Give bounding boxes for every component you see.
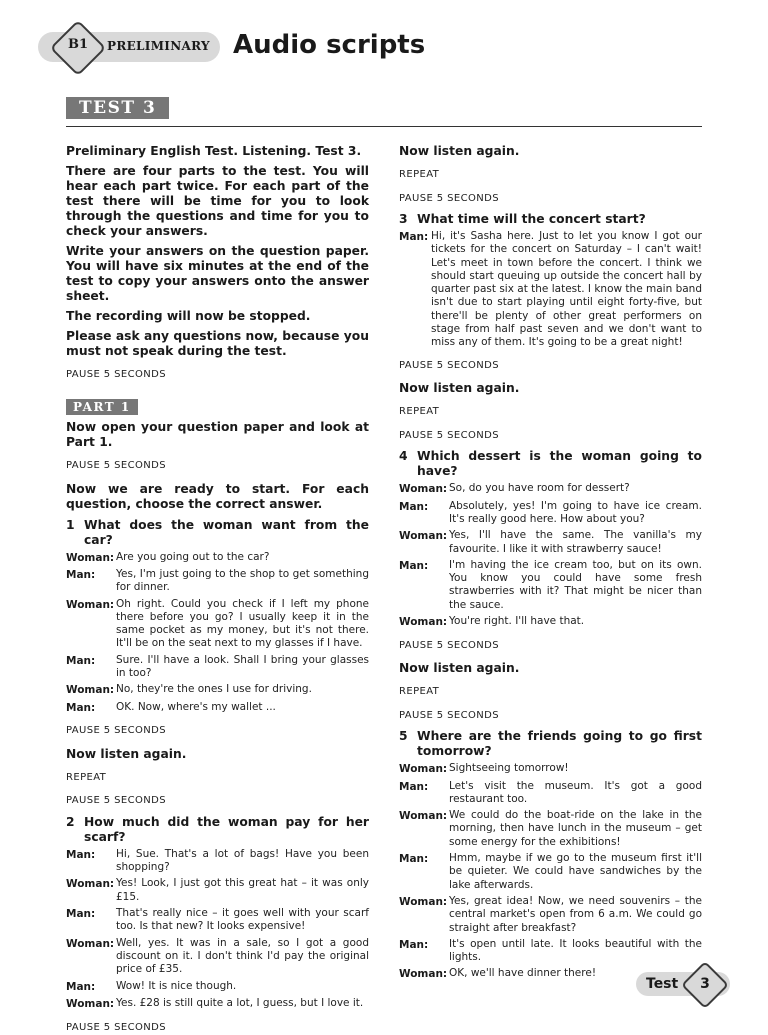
dialogue	[66, 551, 369, 716]
dialogue-line	[66, 701, 369, 716]
dialogue-line	[399, 938, 702, 965]
dialogue-line	[399, 809, 702, 849]
speaker: Man:	[399, 500, 429, 513]
pause-note: PAUSE 5 SECONDS	[66, 795, 166, 807]
question-2	[66, 815, 369, 845]
pause-note: PAUSE 5 SECONDS	[399, 359, 499, 371]
left-column	[66, 144, 369, 1035]
speaker: Woman:	[66, 551, 115, 564]
pause-note: PAUSE 5 SECONDS	[66, 1021, 166, 1033]
listen-again: Now listen again.	[399, 144, 520, 158]
dialogue-line	[66, 654, 369, 681]
dialogue-line	[66, 848, 369, 875]
speaker: Man:	[399, 231, 429, 243]
speaker: Woman:	[399, 763, 448, 776]
utterance: Are you going out to the car?	[116, 550, 270, 563]
dialogue	[399, 482, 702, 629]
utterance: Sightseeing tomorrow!	[449, 762, 569, 775]
question-3	[399, 212, 702, 227]
speaker: Woman:	[66, 937, 115, 950]
dialogue-line	[66, 937, 369, 977]
question-5	[399, 729, 702, 759]
test-heading: TEST 3	[66, 97, 169, 119]
utterance: I'm having the ice cream too, but on its own. You know you could have some fresh strawberries with it? That might be nicer than the sauce.	[449, 558, 702, 611]
utterance: Hi, it's Sasha here. Just to let you know I got our tickets for the concert on Saturday – I can't wait! Let's meet in town before the concert. I think we should start queuing up outside the concert hall by quarter past six at the latest. I know the main band isn't due to start playing until eight forty-five, but there'll be plenty of other great performers on stage from half past seven and we don't want to miss any of them. It's going to be a great night!	[431, 230, 702, 349]
dialogue	[66, 848, 369, 1012]
utterance: Wow! It is nice though.	[116, 979, 237, 992]
dialogue-line	[399, 482, 702, 497]
dialogue-line	[399, 615, 702, 630]
question-text: What does the woman want from the car?	[84, 517, 369, 547]
utterance: Absolutely, yes! I'm going to have ice cream. It's really good here. How about you?	[449, 499, 702, 525]
footer-label: Test	[646, 976, 679, 992]
page-footer	[636, 968, 732, 1000]
dialogue-line	[66, 907, 369, 934]
speaker: Man:	[66, 980, 96, 993]
speaker: Man:	[66, 848, 96, 861]
speaker: Man:	[66, 908, 96, 921]
dialogue-line	[399, 500, 702, 527]
speaker: Woman:	[66, 598, 115, 611]
listen-again: Now listen again.	[399, 661, 520, 676]
speaker: Man:	[399, 559, 429, 572]
dialogue-line	[66, 997, 369, 1012]
utterance: Hi, Sue. That's a lot of bags! Have you been shopping?	[116, 847, 369, 874]
listen-again: Now listen again.	[66, 746, 187, 761]
intro-line: Preliminary English Test. Listening. Test 3.	[66, 144, 362, 158]
speaker: Woman:	[399, 483, 448, 496]
speaker: Woman:	[399, 530, 448, 543]
dialogue	[399, 230, 702, 350]
speaker: Man:	[66, 569, 96, 581]
utterance: Yes, great idea! Now, we need souvenirs – the central market's open from 6 a.m. We could go straight after breakfast?	[449, 894, 702, 934]
dialogue-line	[399, 762, 702, 777]
utterance: We could do the boat-ride on the lake in the morning, then have lunch in the museum – get some energy for the exhibitions!	[449, 809, 702, 848]
speaker: Woman:	[66, 684, 115, 697]
question-text: Which dessert is the woman going to have?	[417, 449, 702, 479]
dialogue-line	[399, 230, 702, 350]
page-number: 3	[700, 976, 710, 992]
dialogue-line	[66, 568, 369, 595]
repeat-note: REPEAT	[399, 169, 440, 180]
utterance: So, do you have room for dessert?	[449, 482, 630, 495]
speaker: Man:	[399, 780, 429, 793]
question-text: How much did the woman pay for her scarf?	[84, 814, 369, 844]
question-number: 4	[399, 449, 408, 464]
exam-label: PRELIMINARY	[107, 39, 210, 53]
repeat-note: REPEAT	[399, 406, 440, 418]
speaker: Woman:	[66, 878, 115, 891]
page-title: Audio scripts	[233, 30, 426, 60]
pause-note: PAUSE 5 SECONDS	[66, 369, 166, 380]
heading-divider	[66, 126, 702, 127]
pause-note: PAUSE 5 SECONDS	[66, 725, 166, 737]
dialogue-line	[66, 877, 369, 904]
speaker: Woman:	[399, 968, 448, 981]
question-number: 5	[399, 729, 408, 744]
dialogue-line	[399, 852, 702, 892]
question-number: 1	[66, 517, 75, 532]
dialogue-line	[66, 980, 369, 995]
dialogue-line	[66, 683, 369, 698]
utterance: OK, we'll have dinner there!	[449, 967, 597, 980]
question-text: What time will the concert start?	[417, 212, 646, 226]
utterance: That's really nice – it goes well with your scarf too. Is that new? It looks expensive!	[116, 907, 369, 933]
pause-note: PAUSE 5 SECONDS	[399, 429, 499, 441]
utterance: Let's visit the museum. It's got a good restaurant too.	[449, 779, 702, 805]
utterance: Well, yes. It was in a sale, so I got a good discount on it. I don't think I'd pay the original price of £35.	[116, 936, 369, 976]
question-number: 2	[66, 814, 75, 829]
dialogue-line	[399, 529, 702, 556]
utterance: Yes. £28 is still quite a lot, I guess, but I love it.	[116, 997, 364, 1010]
question-1	[66, 518, 369, 548]
question-number: 3	[399, 212, 408, 226]
listen-again: Now listen again.	[399, 381, 520, 396]
speaker: Man:	[66, 654, 96, 667]
pause-note: PAUSE 5 SECONDS	[66, 460, 166, 471]
pause-note: PAUSE 5 SECONDS	[399, 192, 499, 204]
utterance: Yes, I'll have the same. The vanilla's my favourite. I like it with strawberry sauce!	[449, 529, 702, 555]
intro-paragraph: Please ask any questions now, because you must not speak during the test.	[66, 329, 369, 358]
speaker: Woman:	[399, 616, 448, 629]
utterance: OK. Now, where's my wallet ...	[116, 700, 276, 713]
dialogue-line	[66, 598, 369, 651]
intro-paragraph: There are four parts to the test. You will hear each part twice. For each part of the test there will be time for you to look through the questions and time for you to check your answers.	[66, 164, 369, 238]
part-heading: PART 1	[66, 399, 138, 416]
speaker: Man:	[399, 938, 429, 951]
pause-note: PAUSE 5 SECONDS	[399, 639, 499, 651]
right-column	[399, 144, 702, 982]
speaker: Woman:	[66, 998, 115, 1011]
dialogue	[399, 762, 702, 982]
level-label: B1	[67, 37, 89, 52]
utterance: Yes, I'm just going to the shop to get something for dinner.	[116, 568, 369, 594]
utterance: Sure. I'll have a look. Shall I bring your glasses in too?	[116, 653, 369, 680]
instruction: Now we are ready to start. For each question, choose the correct answer.	[66, 481, 369, 511]
utterance: You're right. I'll have that.	[449, 615, 585, 628]
speaker: Woman:	[399, 895, 448, 908]
repeat-note: REPEAT	[66, 771, 107, 783]
dialogue-line	[399, 780, 702, 807]
dialogue-line	[399, 559, 702, 612]
pause-note: PAUSE 5 SECONDS	[399, 709, 499, 721]
utterance: Yes! Look, I just got this great hat – it was only £15.	[116, 877, 369, 903]
speaker: Man:	[399, 853, 429, 866]
dialogue-line	[399, 895, 702, 935]
intro-paragraph: Write your answers on the question paper. You will have six minutes at the end of the test to copy your answers onto the answer sheet.	[66, 244, 369, 303]
instruction: Now open your question paper and look at Part 1.	[66, 420, 369, 449]
utterance: Oh right. Could you check if I left my phone there before you go? I usually keep it in the same pocket as my money, but it's not there. It'll be on the seat next to my glasses if I have.	[116, 597, 369, 650]
question-4	[399, 449, 702, 479]
intro-paragraph: The recording will now be stopped.	[66, 309, 311, 323]
speaker: Man:	[66, 701, 96, 714]
utterance: No, they're the ones I use for driving.	[116, 683, 312, 696]
utterance: Hmm, maybe if we go to the museum first it'll be quieter. We could have sandwiches by the lake afterwards.	[449, 852, 702, 891]
repeat-note: REPEAT	[399, 686, 440, 698]
dialogue-line	[66, 551, 369, 566]
question-text: Where are the friends going to go first tomorrow?	[417, 729, 702, 759]
speaker: Woman:	[399, 810, 448, 823]
utterance: It's open until late. It looks beautiful with the lights.	[449, 937, 702, 964]
